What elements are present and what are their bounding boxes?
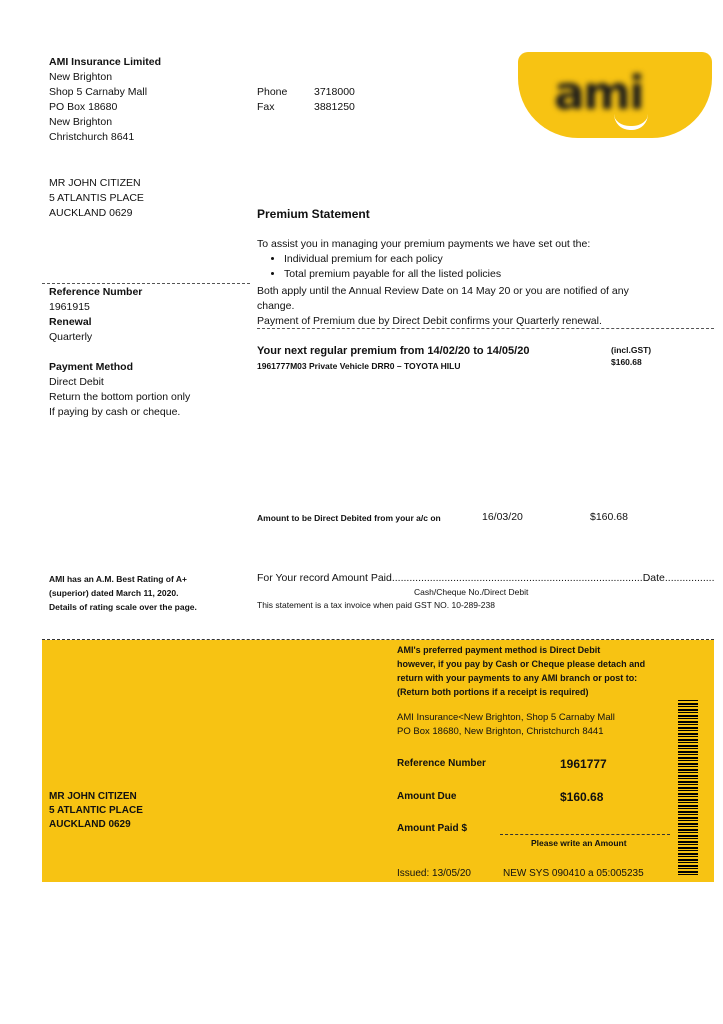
return-note: Return the bottom portion only — [49, 391, 191, 403]
sender-company: AMI Insurance Limited — [49, 56, 162, 68]
sender-address-line: Christchurch 8641 — [49, 131, 135, 143]
statement-intro: To assist you in managing your premium payments we have set out the: — [257, 238, 591, 250]
stub-reference-label: Reference Number — [397, 758, 486, 769]
sender-block — [49, 55, 161, 145]
record-sub: Cash/Cheque No./Direct Debit — [414, 587, 529, 597]
gst-number-line: This statement is a tax invoice when paid GST NO. 10-289-238 — [257, 600, 495, 610]
fax-label: Fax — [257, 101, 275, 113]
phone-value: 3718000 — [314, 86, 355, 98]
recipient-line: AUCKLAND 0629 — [49, 207, 133, 219]
stub-pref-line: AMI's preferred payment method is Direct Debit — [397, 645, 601, 655]
stub-recipient-block — [49, 790, 143, 832]
recipient-block — [49, 176, 144, 221]
barcode — [678, 700, 698, 875]
statement-bullets — [266, 252, 501, 282]
reference-label: Reference Number — [49, 286, 143, 298]
left-meta — [49, 285, 142, 345]
rating-line: Details of rating scale over the page. — [49, 602, 197, 612]
recipient-line: MR JOHN CITIZEN — [49, 177, 141, 189]
stub-due-value: $160.68 — [560, 790, 604, 804]
stub-footer-date: Issued: 13/05/20 — [397, 868, 471, 879]
renewal-label: Renewal — [49, 316, 92, 328]
gst-label: (incl.GST) — [611, 345, 652, 355]
stub-footer-code: NEW SYS 090410 a 05:005235 — [503, 868, 644, 879]
debit-date: 16/03/20 — [482, 511, 523, 523]
next-premium-amount: $160.68 — [611, 357, 642, 367]
debit-label: Amount to be Direct Debited from your a/c on — [257, 513, 441, 523]
rating-line: AMI has an A.M. Best Rating of A+ — [49, 574, 187, 584]
stub-pref-line: however, if you pay by Cash or Cheque please detach and — [397, 659, 646, 669]
payment-method-block — [49, 360, 190, 420]
statement-title: Premium Statement — [257, 207, 370, 221]
bullet-item: • Total premium payable for all the listed policies — [284, 267, 501, 282]
stub-preferred-block — [397, 643, 645, 699]
stub-paid-label: Amount Paid $ — [397, 823, 468, 834]
sender-address-line: Shop 5 Carnaby Mall — [49, 86, 148, 98]
sender-address-line: PO Box 18680 — [49, 101, 118, 113]
stub-address-line: AMI Insurance<New Brighton, Shop 5 Carnaby Mall — [397, 712, 615, 723]
policy-line: 1961777M03 Private Vehicle DRR0 – TOYOTA HILU — [257, 361, 461, 371]
reference-value: 1961915 — [49, 301, 90, 313]
divider — [42, 283, 250, 284]
bullet-item: • Individual premium for each policy — [284, 252, 501, 267]
stub-recipient-line: 5 ATLANTIC PLACE — [49, 805, 143, 816]
amount-paid-field[interactable] — [500, 834, 670, 835]
debit-amount: $160.68 — [590, 511, 628, 523]
logo-text: ami — [554, 66, 643, 120]
stub-write-label: Please write an Amount — [531, 838, 627, 848]
stub-pref-line: return with your payments to any AMI branch or post to: — [397, 673, 638, 683]
payment-method-value: Direct Debit — [49, 376, 104, 388]
payment-method-label: Payment Method — [49, 361, 134, 373]
rating-block — [49, 572, 197, 614]
return-note: If paying by cash or cheque. — [49, 406, 181, 418]
stub-recipient-line: AUCKLAND 0629 — [49, 819, 131, 830]
logo-smile-icon — [614, 114, 648, 130]
both-apply-line: Both apply until the Annual Review Date on 14 May 20 or you are notified of any — [257, 285, 629, 297]
stub-recipient-line: MR JOHN CITIZEN — [49, 791, 137, 802]
sender-address-line: New Brighton — [49, 116, 113, 128]
stub-reference-value: 1961777 — [560, 757, 607, 771]
tear-line — [42, 639, 714, 640]
both-apply-line: change. — [257, 300, 295, 312]
divider — [257, 328, 714, 329]
fax-value: 3881250 — [314, 101, 355, 113]
phone-label: Phone — [257, 86, 288, 98]
stub-pref-line: (Return both portions if a receipt is required) — [397, 687, 589, 697]
renewal-value: Quarterly — [49, 331, 93, 343]
sender-address-line: New Brighton — [49, 71, 113, 83]
next-premium-heading: Your next regular premium from 14/02/20 to 14/05/20 — [257, 345, 530, 357]
stub-address-line: PO Box 18680, New Brighton, Christchurch 8441 — [397, 726, 604, 737]
payment-due-line: Payment of Premium due by Direct Debit confirms your Quarterly renewal. — [257, 315, 602, 327]
stub-due-label: Amount Due — [397, 791, 457, 802]
ami-logo — [518, 52, 712, 138]
recipient-line: 5 ATLANTIS PLACE — [49, 192, 144, 204]
stub-address-block — [397, 711, 615, 739]
record-line: For Your record Amount Paid......................................................................................Date................. — [257, 572, 715, 584]
rating-line: (superior) dated March 11, 2020. — [49, 588, 179, 598]
